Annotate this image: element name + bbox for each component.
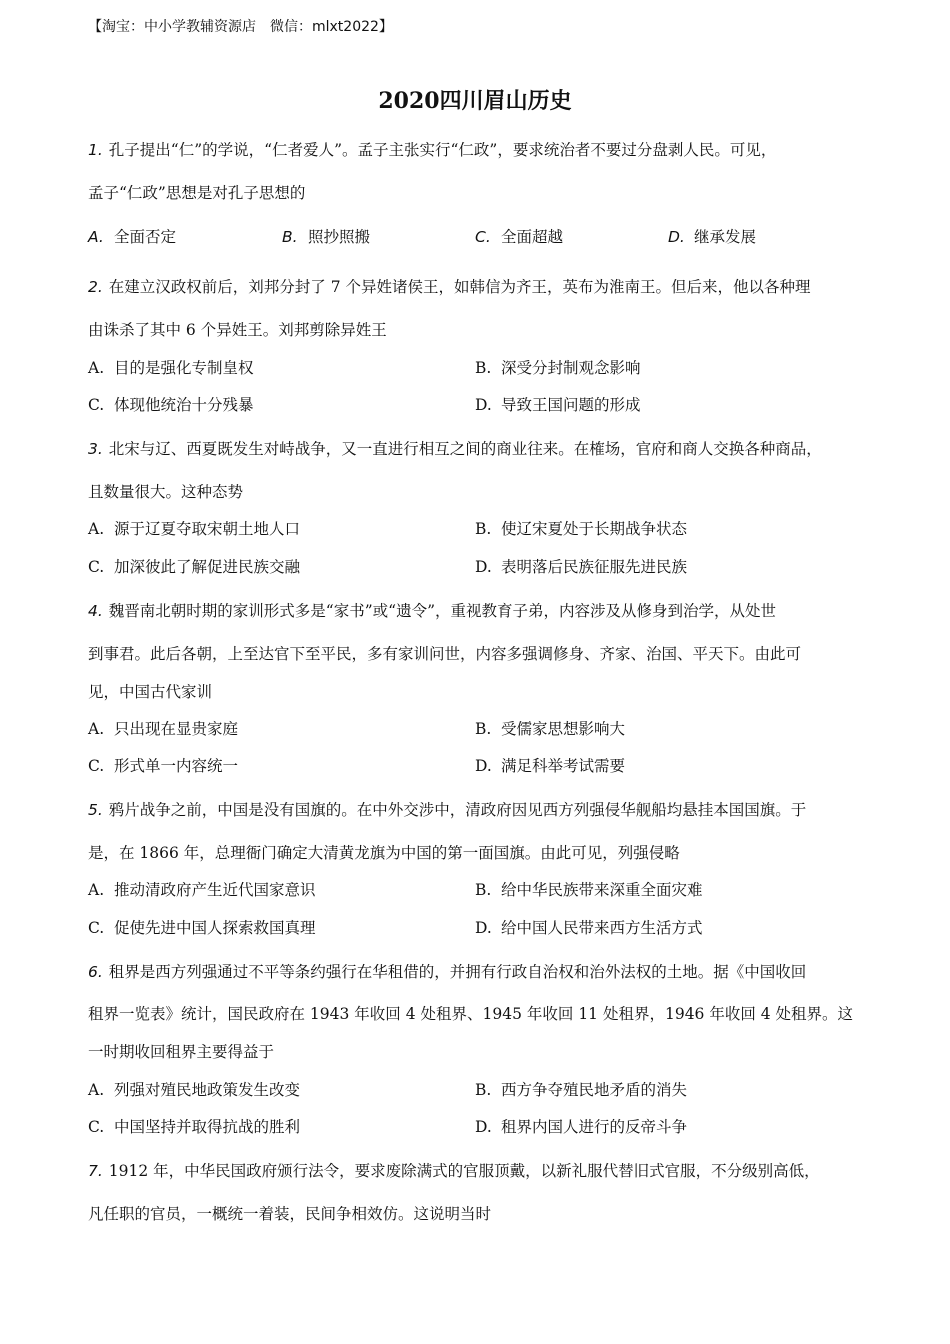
question-7-line-2: 凡任职的官员，一概统一着装，民间争相效仿。这说明当时 (88, 1205, 492, 1223)
option[interactable]: A. 只出现在显贵家庭 (88, 720, 239, 738)
question-number: 1. (88, 141, 103, 159)
question-6-line-1: 6. 租界是西方列强通过不平等条约强行在华租借的，并拥有行政自治权和治外法权的土地。据《中国收回 (88, 963, 807, 981)
option[interactable]: C. 全面超越 (475, 228, 564, 246)
question-5-line-2: 是，在 1866 年，总理衙门确定大清黄龙旗为中国的第一面国旗。由此可见，列强侵略 (88, 844, 680, 862)
option[interactable]: B. 受儒家思想影响大 (475, 720, 626, 738)
option[interactable]: C. 中国坚持并取得抗战的胜利 (88, 1118, 301, 1136)
question-3-line-2: 且数量很大。这种态势 (88, 483, 244, 501)
question-number: 2. (88, 278, 103, 296)
option[interactable]: D. 给中国人民带来西方生活方式 (475, 919, 703, 937)
option[interactable]: C. 体现他统治十分残暴 (88, 396, 254, 414)
header-note: 【淘宝：中小学教辅资源店 微信：mlxt2022】 (88, 19, 393, 35)
question-3-line-1: 3. 北宋与辽、西夏既发生对峙战争，又一直进行相互之间的商业往来。在榷场，官府和商人交换各种商品， (88, 440, 822, 458)
option[interactable]: B. 西方争夺殖民地矛盾的消失 (475, 1081, 688, 1099)
option[interactable]: D. 租界内国人进行的反帝斗争 (475, 1118, 688, 1136)
question-4-line-2: 到事君。此后各朝，上至达官下至平民，多有家训问世，内容多强调修身、齐家、治国、平天下。由此可 (88, 645, 802, 663)
option[interactable]: D. 继承发展 (668, 228, 757, 246)
option[interactable]: B. 深受分封制观念影响 (475, 359, 641, 377)
option[interactable]: A. 目的是强化专制皇权 (88, 359, 254, 377)
question-number: 5. (88, 801, 103, 819)
question-2-line-1: 2. 在建立汉政权前后，刘邦分封了 7 个异姓诸侯王，如韩信为齐王，英布为淮南王。但后来，他以各种理 (88, 278, 811, 296)
option[interactable]: A. 源于辽夏夺取宋朝土地人口 (88, 520, 301, 538)
question-7-line-1: 7. 1912 年，中华民国政府颁行法令，要求废除满式的官服顶戴，以新礼服代替旧式官服，不分级别高低， (88, 1162, 820, 1180)
option[interactable]: C. 促使先进中国人探索救国真理 (88, 919, 316, 937)
question-4-line-1: 4. 魏晋南北朝时期的家训形式多是“家书”或“遗令”，重视教育子弟，内容涉及从修身到治学，从处世 (88, 602, 776, 620)
option[interactable]: D. 导致王国问题的形成 (475, 396, 641, 414)
option[interactable]: D. 表明落后民族征服先进民族 (475, 558, 688, 576)
option[interactable]: B. 使辽宋夏处于长期战争状态 (475, 520, 688, 538)
option[interactable]: B. 给中华民族带来深重全面灾难 (475, 881, 703, 899)
question-1-line-1: 1. 孔子提出“仁”的学说，“仁者爱人”。孟子主张实行“仁政”，要求统治者不要过分盘剥人民。可见， (88, 141, 777, 159)
question-1-line-2: 孟子“仁政”思想是对孔子思想的 (88, 184, 306, 202)
option[interactable]: B. 照抄照搬 (282, 228, 371, 246)
question-6-line-3: 一时期收回租界主要得益于 (88, 1043, 275, 1061)
question-6-line-2: 租界一览表》统计，国民政府在 1943 年收回 4 处租界、1945 年收回 11 处租界，1946 年收回 4 处租界。这 (88, 1005, 854, 1023)
option[interactable]: A. 列强对殖民地政策发生改变 (88, 1081, 301, 1099)
option[interactable]: C. 加深彼此了解促进民族交融 (88, 558, 301, 576)
page-title: 2020四川眉山历史 (378, 88, 572, 114)
question-number: 7. (88, 1162, 103, 1180)
option[interactable]: A. 全面否定 (88, 228, 177, 246)
question-number: 3. (88, 440, 103, 458)
question-5-line-1: 5. 鸦片战争之前，中国是没有国旗的。在中外交涉中，清政府因见西方列强侵华舰船均悬挂本国国旗。于 (88, 801, 807, 819)
question-number: 4. (88, 602, 103, 620)
option[interactable]: C. 形式单一内容统一 (88, 757, 239, 775)
question-4-line-3: 见，中国古代家训 (88, 683, 213, 701)
question-number: 6. (88, 963, 103, 981)
option[interactable]: D. 满足科举考试需要 (475, 757, 626, 775)
option[interactable]: A. 推动清政府产生近代国家意识 (88, 881, 316, 899)
question-2-line-2: 由诛杀了其中 6 个异姓王。刘邦剪除异姓王 (88, 321, 387, 339)
